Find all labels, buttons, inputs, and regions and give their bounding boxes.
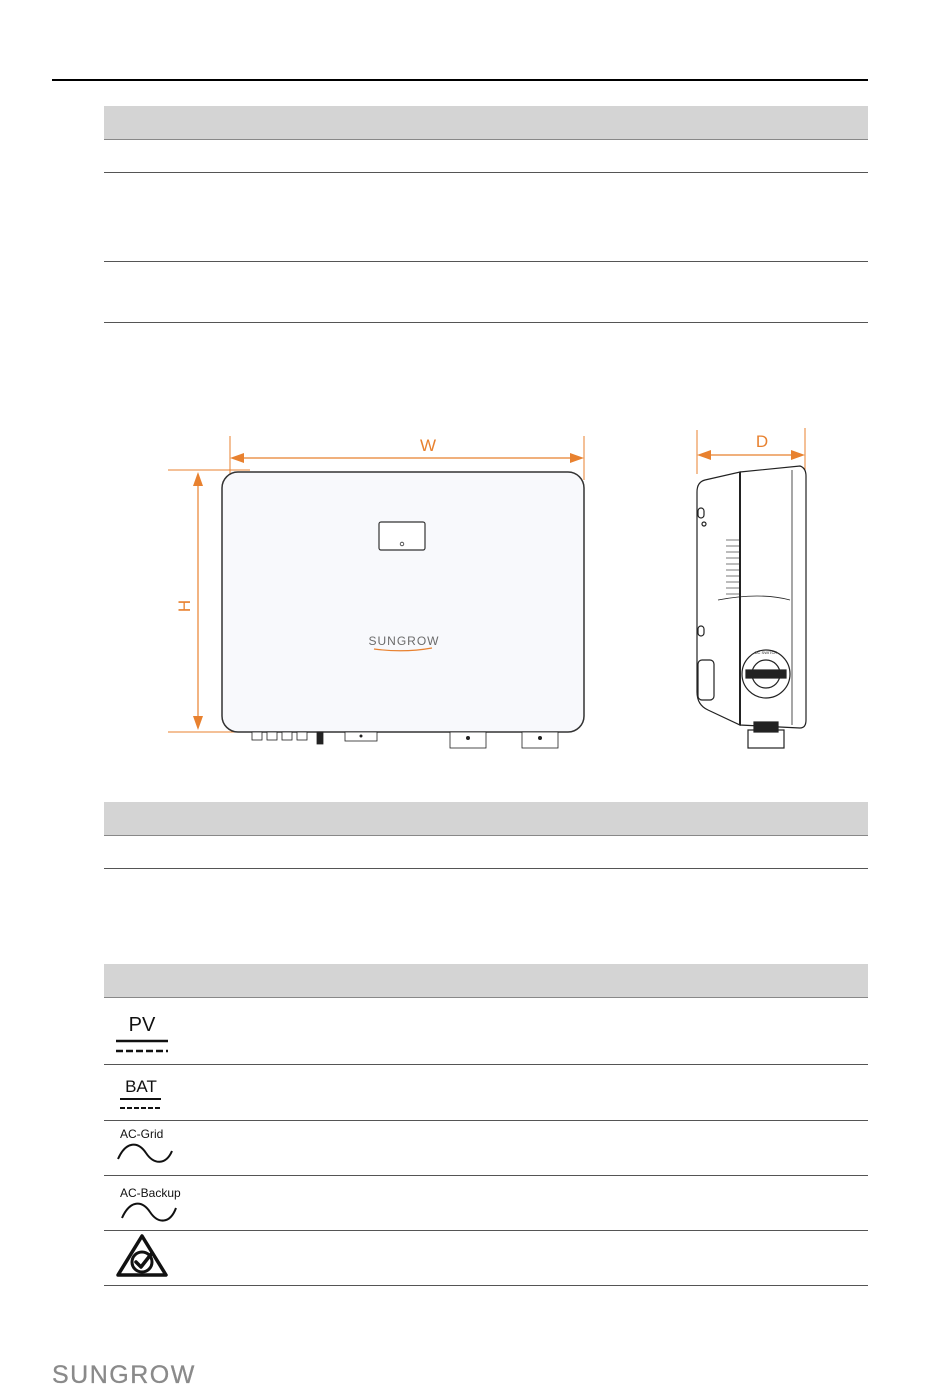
pv-dc-icon bbox=[114, 998, 174, 1064]
footer-logo bbox=[52, 1361, 222, 1394]
table-1 bbox=[104, 106, 868, 323]
dc-switch-label: DC SWITCH bbox=[754, 650, 778, 655]
symbol-row-rcm bbox=[104, 1231, 868, 1286]
device-brand-label: SUNGROW bbox=[368, 634, 440, 648]
table-row bbox=[104, 140, 868, 173]
table-row bbox=[104, 262, 868, 323]
table-2-header bbox=[104, 802, 868, 836]
svg-text:BAT: BAT bbox=[125, 1077, 157, 1096]
svg-text:AC-Grid: AC-Grid bbox=[120, 1127, 164, 1141]
table-row bbox=[104, 173, 868, 262]
symbol-row-ac-backup bbox=[104, 1176, 868, 1231]
inverter-side-view bbox=[697, 466, 806, 748]
table-1-header bbox=[104, 106, 868, 140]
width-label: W bbox=[419, 436, 437, 455]
ac-backup-icon bbox=[114, 1176, 194, 1230]
symbol-row-pv bbox=[104, 998, 868, 1065]
svg-text:SUNGROW: SUNGROW bbox=[52, 1361, 196, 1389]
bat-dc-icon bbox=[114, 1065, 174, 1120]
table-row bbox=[104, 836, 868, 869]
table-2 bbox=[104, 802, 868, 869]
ac-grid-icon bbox=[114, 1121, 184, 1175]
svg-text:PV: PV bbox=[128, 1014, 156, 1036]
symbol-row-ac-grid bbox=[104, 1121, 868, 1176]
height-label: H bbox=[175, 599, 194, 613]
symbol-table-header bbox=[104, 964, 868, 998]
page-header-rule bbox=[52, 79, 868, 81]
inverter-front-view bbox=[222, 472, 584, 748]
inverter-dimension-figure bbox=[160, 420, 820, 760]
rcm-mark-icon bbox=[114, 1231, 174, 1285]
symbol-row-bat bbox=[104, 1065, 868, 1121]
depth-label: D bbox=[755, 432, 769, 451]
symbol-table bbox=[104, 964, 868, 1286]
svg-text:AC-Backup: AC-Backup bbox=[120, 1186, 181, 1200]
